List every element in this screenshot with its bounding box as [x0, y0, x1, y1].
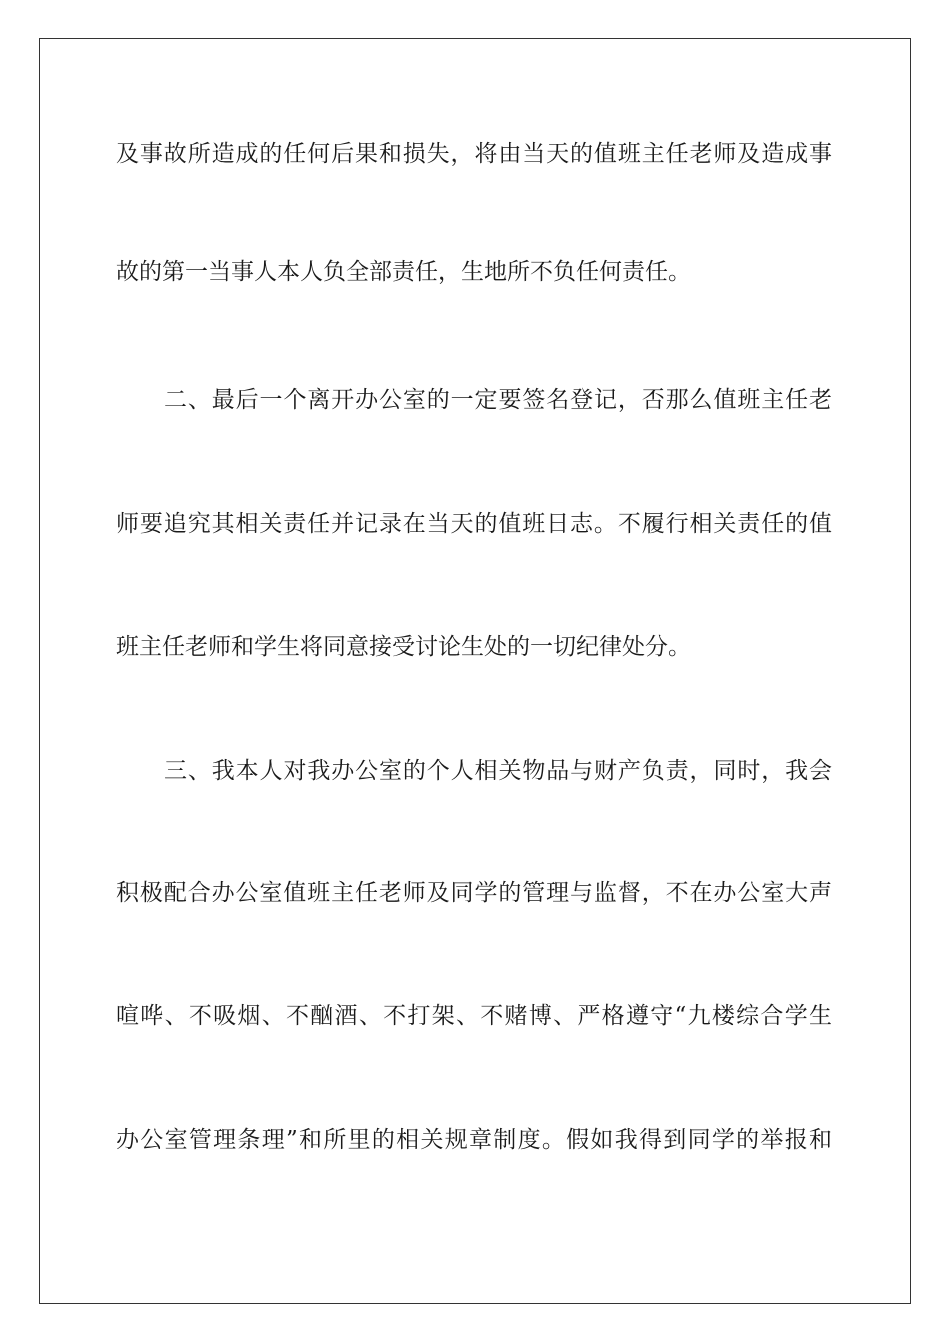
text-line-5: 班主任老师和学生将同意接受讨论生处的一切纪律处分。 [116, 634, 691, 660]
text-line-6: 三、我本人对我办公室的个人相关物品与财产负责，同时，我会 [164, 758, 832, 784]
text-line-2: 故的第一当事人本人负全部责任，生地所不负任何责任。 [116, 259, 691, 285]
text-line-1: 及事故所造成的任何后果和损失，将由当天的值班主任老师及造成事 [116, 141, 832, 167]
page-frame [39, 38, 911, 1304]
text-line-3: 二、最后一个离开办公室的一定要签名登记，否那么值班主任老 [164, 387, 832, 413]
text-line-8: 喧哗、不吸烟、不酗酒、不打架、不赌博、严格遵守“九楼综合学生 [116, 1003, 832, 1029]
text-line-4: 师要追究其相关责任并记录在当天的值班日志。不履行相关责任的值 [116, 511, 832, 537]
text-line-9: 办公室管理条理”和所里的相关规章制度。假如我得到同学的举报和 [116, 1127, 832, 1153]
text-line-7: 积极配合办公室值班主任老师及同学的管理与监督，不在办公室大声 [116, 880, 832, 906]
